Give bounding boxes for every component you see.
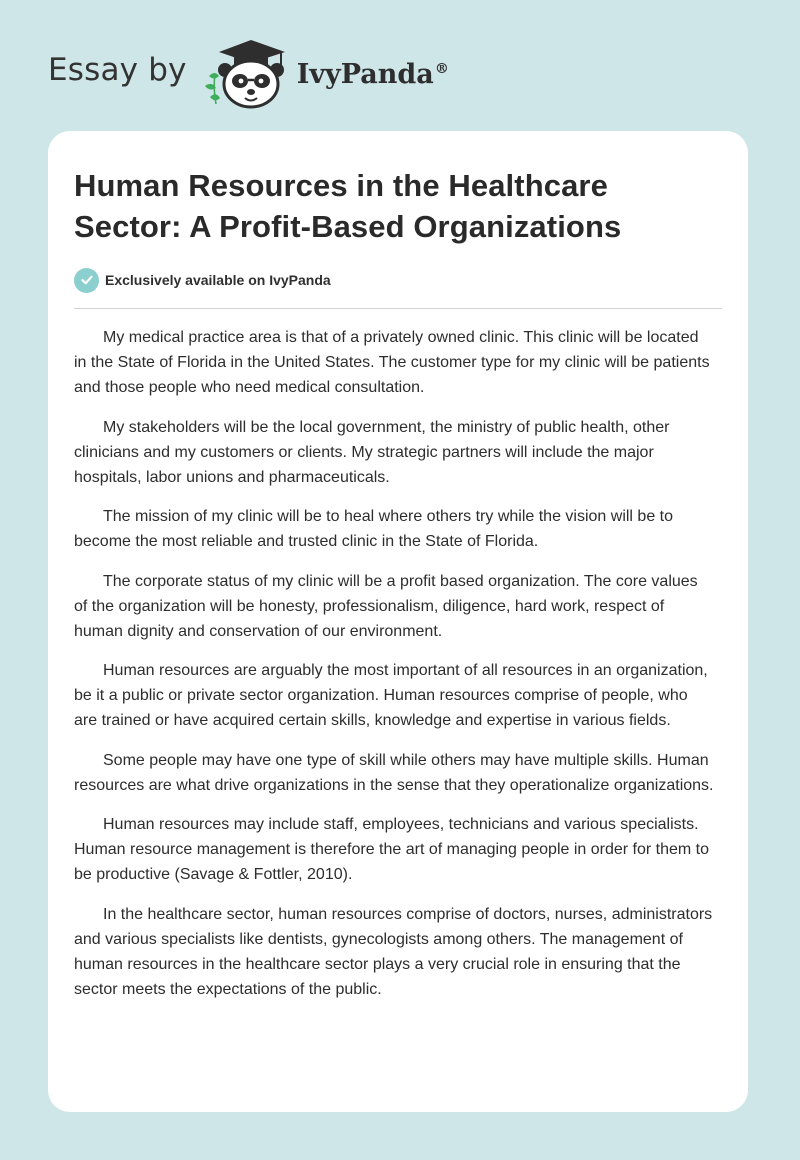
check-circle-icon (74, 268, 99, 293)
paragraph: The mission of my clinic will be to heal where others try while the vision will be to become the most reliable and trusted clinic in the State of Florida. (74, 508, 674, 550)
paragraph: In the healthcare sector, human resources comprise of doctors, nurses, administrators and various specialists like dentists, gynecologists among others. The management of human resources in the healthcare sector plays a very crucial role in ensuring that the sector meets the expectations of the public. (74, 905, 713, 998)
essay-card (48, 131, 748, 1112)
paragraph: Some people may have one type of skill while others may have multiple skills. Human resources are what drive organizations in the sense that they operationalize organizations. (74, 751, 714, 794)
title-divider (74, 308, 722, 309)
paragraph: The corporate status of my clinic will be a profit based organization. The core values of the organization will be honesty, professionalism, diligence, hard work, respect of human dignity and conservation of our environment. (74, 572, 698, 640)
ivypanda-brand-name[interactable]: IvyPanda® (296, 58, 449, 90)
paragraph: My medical practice area is that of a privately owned clinic. This clinic will be located in the State of Florida in the United States. The customer type for my clinic will be patients and those people who need medical consultation. (74, 329, 710, 396)
site-header (48, 36, 449, 110)
registered-mark: ® (434, 60, 449, 77)
exclusive-label: Exclusively available on IvyPanda (105, 272, 331, 288)
essay-title: Human Resources in the Healthcare Sector: A Profit-Based Organizations (74, 168, 622, 244)
exclusive-badge (74, 267, 722, 293)
essay-by-label: Essay by (48, 52, 187, 88)
essay-body (74, 325, 714, 1002)
ivypanda-logo-icon[interactable] (201, 36, 293, 110)
paragraph: Human resources may include staff, employees, technicians and various specialists. Human resource management is therefore the art of managing people in order for them to be productive (Savage & Fottler, 2010). (74, 816, 710, 883)
paragraph: Human resources are arguably the most important of all resources in an organization, be it a public or private sector organization. Human resources comprise of people, who are trained or have acquired certain skills, knowledge and expertise in various fields. (74, 662, 708, 729)
paragraph: My stakeholders will be the local government, the ministry of public health, other clinicians and my customers or clients. My strategic partners will include the major hospitals, labor unions and pharmaceuticals. (74, 418, 670, 486)
